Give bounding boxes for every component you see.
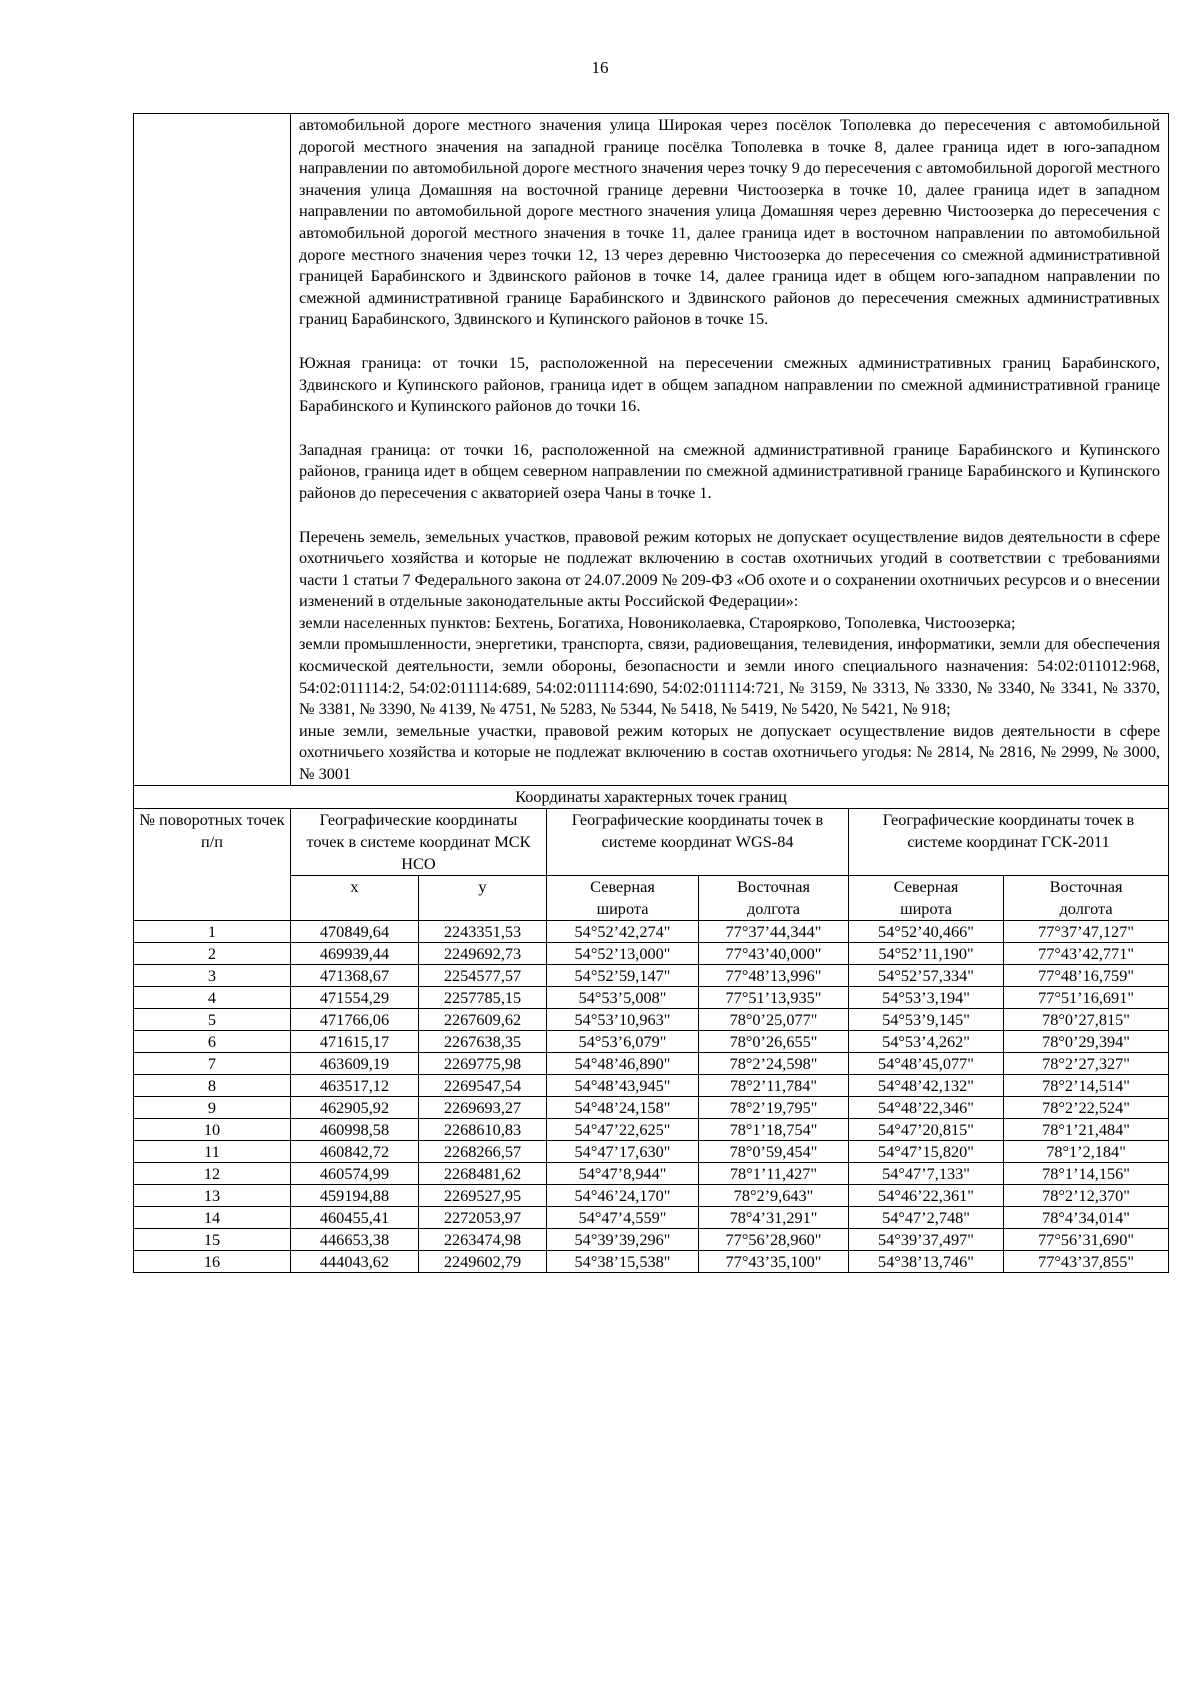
wgs-east-cell: 77°56’28,960" [699,1228,849,1250]
gsk-north-cell: 54°53’9,145" [849,1008,1004,1030]
table-row [134,1206,1169,1228]
point-number-cell: 4 [134,986,291,1008]
table-row [134,920,1169,942]
wgs-north-cell: 54°53’6,079" [547,1030,699,1052]
msk-y-cell: 2267609,62 [419,1008,547,1030]
empty-left-cell [134,114,291,786]
msk-x-cell: 471615,17 [291,1030,419,1052]
gsk-east-cell: 77°43’37,855" [1004,1250,1169,1272]
south-boundary-text: Южная граница: от точки 15, расположенной на пересечении смежных административных границ Барабинского, Здвинского и Купинского районов, граница идет в общем западном направлении по смежной административной границе Барабинского и Купинского районов до точки 16. [299,352,1161,416]
wgs-north-cell: 54°53’5,008" [547,986,699,1008]
gsk-north-cell: 54°48’45,077" [849,1052,1004,1074]
gsk-east-cell: 78°0’29,394" [1004,1030,1169,1052]
wgs-east-cell: 78°2’19,795" [699,1096,849,1118]
west-boundary-text: Западная граница: от точки 16, расположенной на смежной административной границе Барабинского и Купинского районов, граница идет в общем северном направлении по смежной административной границе Барабинского и Купинского районов до пересечения с акваторией озера Чаны в точке 1. [299,439,1161,502]
wgs-north-cell: 54°47’4,559" [547,1206,699,1228]
msk-y-cell: 2269527,95 [419,1184,547,1206]
gsk-east-cell: 77°37’47,127" [1004,920,1169,942]
msk-x-cell: 460998,58 [291,1118,419,1140]
wgs-north-cell: 54°47’22,625" [547,1118,699,1140]
msk-y-cell: 2268266,57 [419,1140,547,1162]
wgs-east-cell: 78°1’11,427" [699,1162,849,1184]
point-number-cell: 5 [134,1008,291,1030]
gsk-north-cell: 54°38’13,746" [849,1250,1004,1272]
gsk-east-cell: 77°43’42,771" [1004,942,1169,964]
wgs-east-cell: 78°0’25,077" [699,1008,849,1030]
wgs-north-cell: 54°48’46,890" [547,1052,699,1074]
msk-y-cell: 2269693,27 [419,1096,547,1118]
gsk-north-cell: 54°39’37,497" [849,1228,1004,1250]
point-number-cell: 7 [134,1052,291,1074]
wgs-north-cell: 54°48’43,945" [547,1074,699,1096]
wgs-north-cell: 54°52’42,274" [547,920,699,942]
gsk-east-cell: 78°4’34,014" [1004,1206,1169,1228]
wgs-north-cell: 54°52’59,147" [547,964,699,986]
gsk-east-cell: 78°1’14,156" [1004,1162,1169,1184]
gsk-east-cell: 78°2’22,524" [1004,1096,1169,1118]
msk-x-cell: 460455,41 [291,1206,419,1228]
msk-y-cell: 2243351,53 [419,920,547,942]
coords-table-body [134,920,1169,1272]
msk-x-cell: 444043,62 [291,1250,419,1272]
point-number-cell: 6 [134,1030,291,1052]
wgs-east-cell: 78°2’24,598" [699,1052,849,1074]
msk-x-cell: 460574,99 [291,1162,419,1184]
gsk-east-cell: 77°51’16,691" [1004,986,1169,1008]
table-row [134,1140,1169,1162]
point-number-cell: 11 [134,1140,291,1162]
table-row [134,1096,1169,1118]
north-east-boundary-text: автомобильной дороге местного значения улица Широкая через посёлок Тополевка до пересечения с автомобильной дорогой местного значения на западной границе посёлка Тополевка в точке 8, далее граница идет в юго-западном направлении по автомобильной дороге местного значения через точку 9 до пересечения с автомобильной дорогой местного значения улица Домашняя на восточной границе деревни Чистоозерка в точке 10, далее граница идет в западном направлении по автомобильной дороге местного значения улица Домашняя через деревню Чистоозерка до пересечения с автомобильной дорогой местного значения в точке 11, далее граница идет в восточном направлении по автомобильной дороге местного значения через точки 12, 13 через деревню Чистоозерка до пересечения со смежной административной границей Барабинского и Здвинского районов в точке 14, далее граница идет в общем юго-западном направлении по смежной административной границе Барабинского и Здвинского районов до пересечения смежных административных границ Барабинского, Здвинского и Купинского районов в точке 15. [299,115,1161,329]
gsk-north-cell: 54°52’11,190" [849,942,1004,964]
msk-y-cell: 2249602,79 [419,1250,547,1272]
msk-y-cell: 2272053,97 [419,1206,547,1228]
msk-y-cell: 2267638,35 [419,1030,547,1052]
wgs-north-cell: 54°48’24,158" [547,1096,699,1118]
table-row [134,1118,1169,1140]
msk-x-cell: 462905,92 [291,1096,419,1118]
point-number-cell: 14 [134,1206,291,1228]
msk-x-cell: 460842,72 [291,1140,419,1162]
header-gsk-east: Восточная долгота [1004,875,1169,920]
header-wgs84: Географические координаты точек в системе координат WGS-84 [547,808,849,875]
point-number-cell: 8 [134,1074,291,1096]
table-row [134,964,1169,986]
gsk-north-cell: 54°47’20,815" [849,1118,1004,1140]
wgs-east-cell: 78°1’18,754" [699,1118,849,1140]
coords-title-row [134,785,1169,808]
msk-x-cell: 471766,06 [291,1008,419,1030]
msk-y-cell: 2249692,73 [419,942,547,964]
wgs-north-cell: 54°46’24,170" [547,1184,699,1206]
table-row [134,1228,1169,1250]
gsk-north-cell: 54°52’57,334" [849,964,1004,986]
gsk-east-cell: 77°56’31,690" [1004,1228,1169,1250]
wgs-north-cell: 54°47’8,944" [547,1162,699,1184]
table-row [134,986,1169,1008]
header-gsk-north: Северная широта [849,875,1004,920]
excluded-lands-special: земли промышленности, энергетики, транспорта, связи, радиовещания, телевидения, информатики, земли для обеспечения космической деятельности, земли обороны, безопасности и земли иного специального назначения: 54:02:011012:968, 54:02:011114:2, 54:02:011114:689, 54:02:011114:690, 54:02:011114:721, № 3159, № 3313, № 3330, № 3340, № 3341, № 3370, № 3381, № 3390, № 4139, № 4751, № 5283, № 5344, № 5418, № 5419, № 5420, № 5421, № 918; [299,634,1161,719]
wgs-east-cell: 77°43’35,100" [699,1250,849,1272]
boundary-description-cell [291,114,1169,786]
gsk-north-cell: 54°47’2,748" [849,1206,1004,1228]
wgs-north-cell: 54°47’17,630" [547,1140,699,1162]
wgs-north-cell: 54°52’13,000" [547,942,699,964]
gsk-east-cell: 77°48’16,759" [1004,964,1169,986]
gsk-east-cell: 78°1’21,484" [1004,1118,1169,1140]
header-wgs-east: Восточная долгота [699,875,849,920]
header-x: x [291,875,419,920]
msk-x-cell: 463517,12 [291,1074,419,1096]
wgs-north-cell: 54°38’15,538" [547,1250,699,1272]
table-row [134,1250,1169,1272]
boundary-document-table [133,113,1169,1273]
wgs-east-cell: 78°4’31,291" [699,1206,849,1228]
wgs-east-cell: 77°51’13,935" [699,986,849,1008]
wgs-east-cell: 77°37’44,344" [699,920,849,942]
gsk-east-cell: 78°2’14,514" [1004,1074,1169,1096]
wgs-north-cell: 54°39’39,296" [547,1228,699,1250]
msk-y-cell: 2269547,54 [419,1074,547,1096]
excluded-lands-other: иные земли, земельные участки, правовой режим которых не допускает осуществление видов деятельности в сфере охотничьего хозяйства и которые не подлежат включению в состав охотничьего угодья: № 2814, № 2816, № 2999, № 3000, № 3001 [299,720,1161,784]
msk-y-cell: 2269775,98 [419,1052,547,1074]
gsk-north-cell: 54°47’15,820" [849,1140,1004,1162]
description-row [134,114,1169,786]
msk-x-cell: 470849,64 [291,920,419,942]
msk-y-cell: 2254577,57 [419,964,547,986]
gsk-north-cell: 54°47’7,133" [849,1162,1004,1184]
gsk-east-cell: 78°0’27,815" [1004,1008,1169,1030]
gsk-north-cell: 54°48’22,346" [849,1096,1004,1118]
table-row [134,1052,1169,1074]
wgs-north-cell: 54°53’10,963" [547,1008,699,1030]
msk-y-cell: 2268481,62 [419,1162,547,1184]
msk-y-cell: 2257785,15 [419,986,547,1008]
gsk-north-cell: 54°52’40,466" [849,920,1004,942]
excluded-lands-settlements: земли населенных пунктов: Бехтень, Богатиха, Новониколаевка, Стар​оярково, Тополевка, Чистоозерка; [299,612,1016,632]
header-gsk2011: Географические координаты точек в системе координат ГСК-2011 [849,808,1169,875]
header-point-number: № поворотных точек п/п [134,808,291,920]
table-row [134,1184,1169,1206]
wgs-east-cell: 78°2’9,643" [699,1184,849,1206]
table-row [134,942,1169,964]
gsk-east-cell: 78°2’12,370" [1004,1184,1169,1206]
gsk-north-cell: 54°48’42,132" [849,1074,1004,1096]
header-wgs-north: Северная широта [547,875,699,920]
point-number-cell: 10 [134,1118,291,1140]
msk-x-cell: 471554,29 [291,986,419,1008]
coords-table-title: Координаты характерных точек границ [134,785,1169,808]
table-row [134,1074,1169,1096]
coords-header-row [134,808,1169,875]
wgs-east-cell: 78°0’26,655" [699,1030,849,1052]
gsk-north-cell: 54°53’3,194" [849,986,1004,1008]
point-number-cell: 9 [134,1096,291,1118]
point-number-cell: 3 [134,964,291,986]
msk-y-cell: 2268610,83 [419,1118,547,1140]
point-number-cell: 12 [134,1162,291,1184]
gsk-north-cell: 54°46’22,361" [849,1184,1004,1206]
point-number-cell: 13 [134,1184,291,1206]
msk-x-cell: 446653,38 [291,1228,419,1250]
header-msk-nso: Географические координаты точек в системе координат МСК НСО [291,808,547,875]
point-number-cell: 1 [134,920,291,942]
gsk-east-cell: 78°1’2,184" [1004,1140,1169,1162]
gsk-east-cell: 78°2’27,327" [1004,1052,1169,1074]
gsk-north-cell: 54°53’4,262" [849,1030,1004,1052]
wgs-east-cell: 78°0’59,454" [699,1140,849,1162]
page-number: 16 [591,58,609,77]
excluded-lands-intro: Перечень земель, земельных участков, правовой режим которых не допускает осуществление видов деятельности в сфере охотничьего хозяйства и которые не подлежат включению в состав охотничьих угодий в соответствии с требованиями части 1 статьи 7 Федерального закона от 24.07.2009 № 209-ФЗ «Об охоте и о сохранении охотничьих ресурсов и о внесении изменений в отдельные законодательные акты Российской Федерации»: [299,526,1161,611]
table-row [134,1008,1169,1030]
table-row [134,1030,1169,1052]
msk-x-cell: 469939,44 [291,942,419,964]
msk-x-cell: 459194,88 [291,1184,419,1206]
point-number-cell: 16 [134,1250,291,1272]
wgs-east-cell: 77°48’13,996" [699,964,849,986]
msk-x-cell: 463609,19 [291,1052,419,1074]
msk-x-cell: 471368,67 [291,964,419,986]
table-row [134,1162,1169,1184]
wgs-east-cell: 78°2’11,784" [699,1074,849,1096]
wgs-east-cell: 77°43’40,000" [699,942,849,964]
msk-y-cell: 2263474,98 [419,1228,547,1250]
point-number-cell: 2 [134,942,291,964]
point-number-cell: 15 [134,1228,291,1250]
header-y: y [419,875,547,920]
